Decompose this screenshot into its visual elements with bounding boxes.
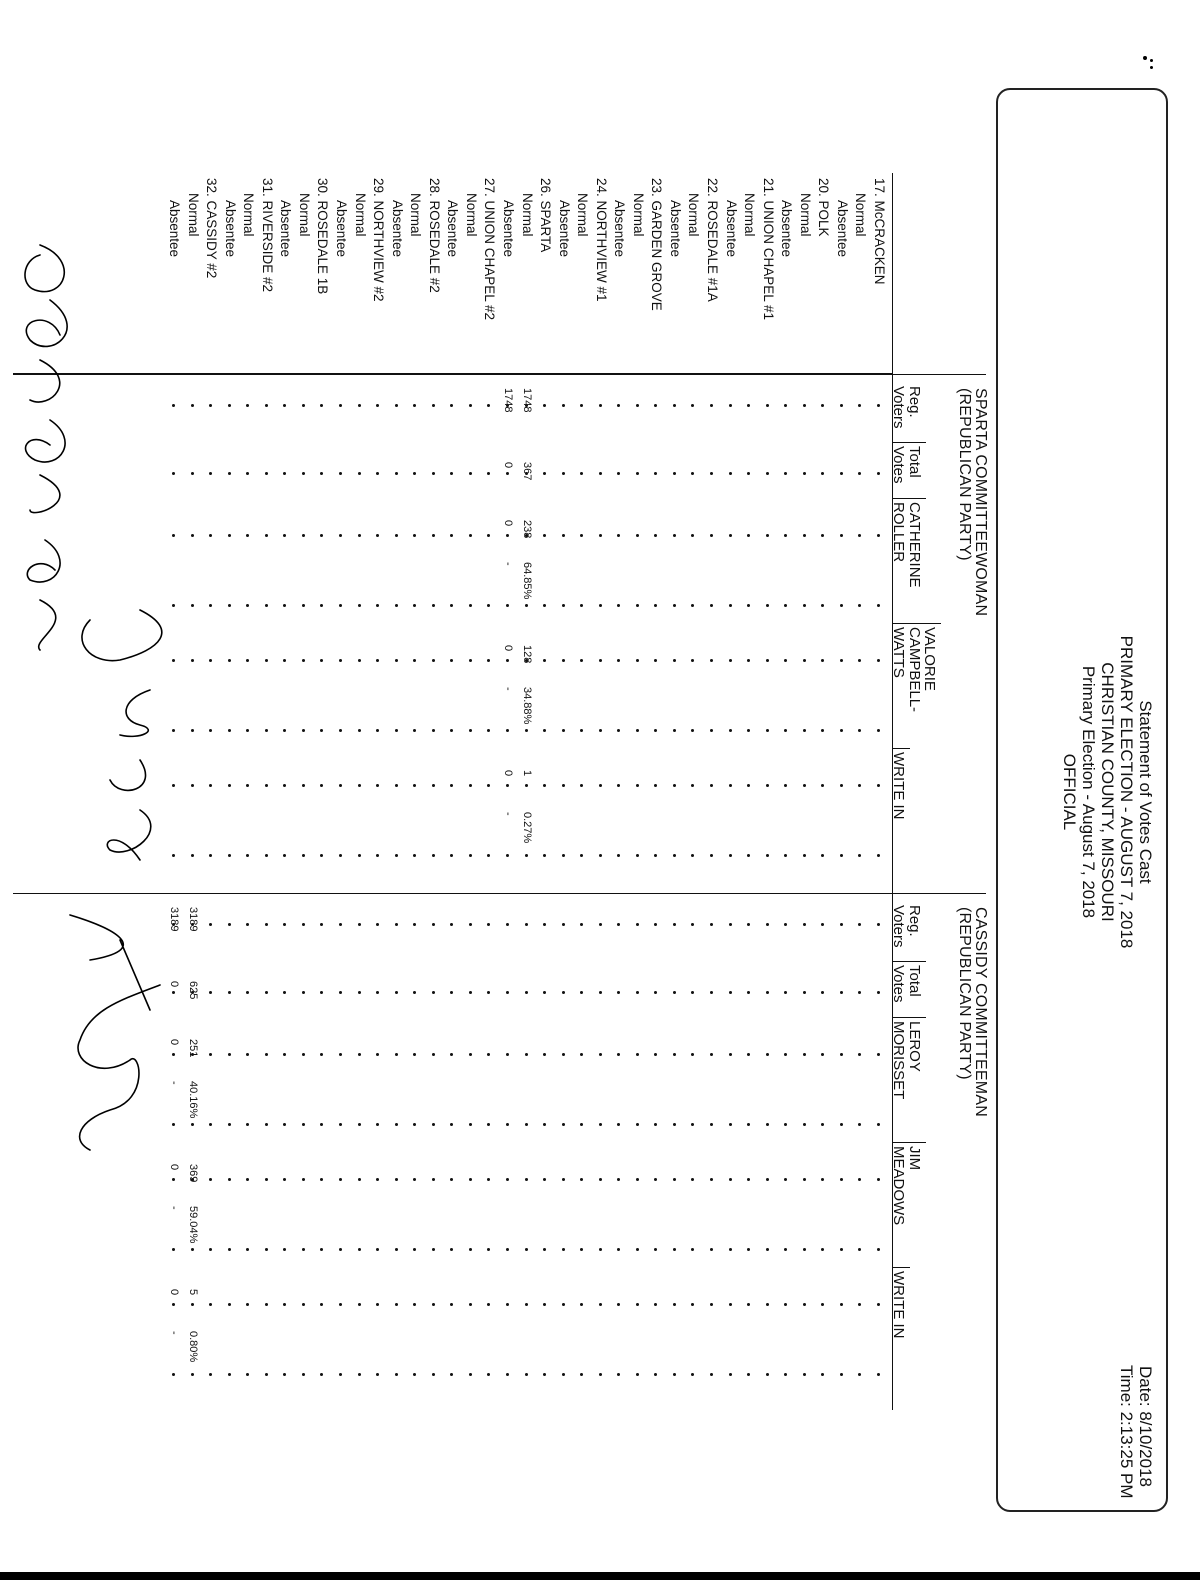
precinct-vote-type: Normal	[630, 193, 646, 237]
precinct-vote-type: Absentee	[723, 200, 739, 258]
precinct-vote-type: Absentee	[667, 200, 683, 258]
election-name: PRIMARY ELECTION - AUGUST 7, 2018	[1117, 635, 1136, 949]
candidate-votes-value: 128	[520, 645, 533, 664]
precinct-vote-type: Absentee	[834, 200, 850, 258]
column-header: MORISSET	[890, 1021, 908, 1100]
candidate-percent-value: -	[168, 1206, 181, 1210]
candidate-votes-value: 5	[186, 1289, 199, 1296]
precinct-name: 21. UNION CHAPEL #1	[760, 178, 776, 321]
race-title: SPARTA COMMITTEEWOMAN	[972, 388, 989, 617]
candidate-percent-value: -	[502, 812, 514, 816]
precinct-vote-type: Absentee	[167, 200, 183, 258]
scan-bottom-edge	[0, 1572, 1200, 1580]
precinct-name: 22. ROSEDALE #1A	[705, 178, 721, 302]
column-header: Voters	[890, 386, 908, 429]
candidate-percent-value: -	[168, 1331, 181, 1335]
column-header: Total	[906, 446, 923, 478]
county-name: CHRISTIAN COUNTY, MISSOURI	[1098, 662, 1117, 922]
precinct-name: 30. ROSEDALE 1B	[315, 178, 331, 295]
column-header: Reg.	[906, 905, 923, 937]
precinct-vote-type: Normal	[575, 193, 591, 237]
reg-voters-value: 3189	[168, 907, 181, 932]
column-header: MEADOWS	[890, 1146, 908, 1226]
column-header: CATHERINE	[906, 502, 923, 588]
precinct-name: 24. NORTHVIEW #1	[593, 178, 609, 302]
precinct-vote-type: Absentee	[612, 200, 628, 258]
candidate-votes-value: 238	[520, 520, 533, 539]
candidate-percent-value: -	[502, 562, 514, 566]
candidate-percent-value: 59.04%	[186, 1206, 199, 1244]
reg-voters-value: 3189	[186, 907, 199, 932]
candidate-votes-value: 0	[502, 645, 514, 652]
precinct-name: 32. CASSIDY #2	[204, 178, 220, 279]
precinct-vote-type: Absentee	[556, 200, 572, 258]
column-header: Total	[906, 965, 923, 997]
race-party: (REPUBLICAN PARTY)	[956, 907, 973, 1080]
candidate-votes-value: 0	[502, 520, 514, 527]
precinct-name: 20. POLK	[816, 178, 832, 237]
candidate-percent-value: 40.16%	[186, 1081, 199, 1119]
column-header: Votes	[890, 446, 908, 484]
precinct-vote-type: Normal	[853, 193, 869, 237]
candidate-votes-value: 251	[186, 1039, 199, 1058]
precinct-name: 23. GARDEN GROVE	[649, 178, 665, 311]
precinct-name: 31. RIVERSIDE #2	[259, 178, 275, 293]
candidate-votes-value: 0	[168, 1289, 181, 1296]
precinct-vote-type: Normal	[352, 193, 368, 237]
precinct-vote-type: Absentee	[278, 200, 294, 258]
candidate-percent-value: 0.27%	[520, 812, 533, 844]
precinct-vote-type: Normal	[241, 193, 257, 237]
precinct-vote-type: Normal	[296, 193, 312, 237]
official-status: OFFICIAL	[1060, 753, 1079, 831]
column-header: CAMPBELL-	[906, 627, 923, 713]
report-date: Date: 8/10/2018	[1136, 1366, 1155, 1487]
report-time: Time: 2:13:25 PM	[1117, 1365, 1136, 1499]
signature-stroke-2	[82, 610, 162, 860]
column-header: LEROY	[906, 1021, 923, 1072]
precinct-name: 29. NORTHVIEW #2	[371, 178, 387, 302]
precinct-vote-type: Absentee	[334, 200, 350, 258]
column-header: VALORIE	[921, 627, 939, 691]
precinct-vote-type: Normal	[797, 193, 813, 237]
candidate-percent-value: 34.88%	[520, 687, 533, 725]
precinct-name: 28. ROSEDALE #2	[426, 178, 442, 293]
candidate-percent-value: 64.85%	[520, 562, 533, 600]
precinct-vote-type: Normal	[742, 193, 758, 237]
precinct-vote-type: Absentee	[445, 200, 461, 258]
column-header: Reg.	[906, 386, 923, 418]
precinct-vote-type: Normal	[686, 193, 702, 237]
election-subtitle: Primary Election - August 7, 2018	[1079, 665, 1098, 919]
precinct-vote-type: Absentee	[222, 200, 238, 258]
candidate-votes-value: 0	[168, 1039, 181, 1046]
candidate-percent-value: -	[168, 1081, 181, 1085]
precinct-vote-type: Absentee	[779, 200, 795, 258]
column-header: Votes	[890, 965, 908, 1003]
precinct-vote-type: Normal	[408, 193, 424, 237]
reg-voters-value: 1748	[520, 388, 533, 413]
candidate-votes-value: 0	[502, 770, 514, 777]
report-title: Statement of Votes Cast	[1136, 700, 1155, 884]
signature-stroke-1	[25, 245, 67, 650]
column-header: WATTS	[890, 627, 908, 678]
total-votes-value: 625	[186, 981, 199, 1000]
precinct-name: 27. UNION CHAPEL #2	[482, 178, 498, 321]
column-header: WRITE IN	[890, 752, 908, 820]
column-header: Voters	[890, 905, 908, 948]
column-header: ROLLER	[890, 502, 908, 563]
precinct-vote-type: Normal	[185, 193, 201, 237]
precinct-vote-type: Absentee	[389, 200, 405, 258]
precinct-vote-type: Normal	[519, 193, 535, 237]
precinct-name: 26. SPARTA	[538, 178, 554, 253]
candidate-percent-value: -	[502, 687, 514, 691]
candidate-votes-value: 369	[186, 1164, 199, 1183]
candidate-percent-value: 0.80%	[186, 1331, 199, 1363]
race-title: CASSIDY COMMITTEEMAN	[972, 907, 989, 1117]
precinct-vote-type: Normal	[463, 193, 479, 237]
candidate-votes-value: 0	[168, 1164, 181, 1171]
total-votes-value: 0	[168, 981, 181, 988]
precinct-name: 17. McCRACKEN	[872, 178, 887, 285]
candidate-votes-value: 1	[520, 770, 533, 777]
total-votes-value: 0	[502, 462, 514, 469]
reg-voters-value: 1748	[502, 388, 514, 413]
signature-stroke-3	[70, 915, 160, 1150]
column-header: WRITE IN	[890, 1271, 908, 1339]
total-votes-value: 367	[520, 462, 533, 481]
race-party: (REPUBLICAN PARTY)	[956, 388, 973, 561]
precinct-vote-type: Absentee	[501, 200, 516, 258]
column-header: JIM	[906, 1146, 923, 1171]
